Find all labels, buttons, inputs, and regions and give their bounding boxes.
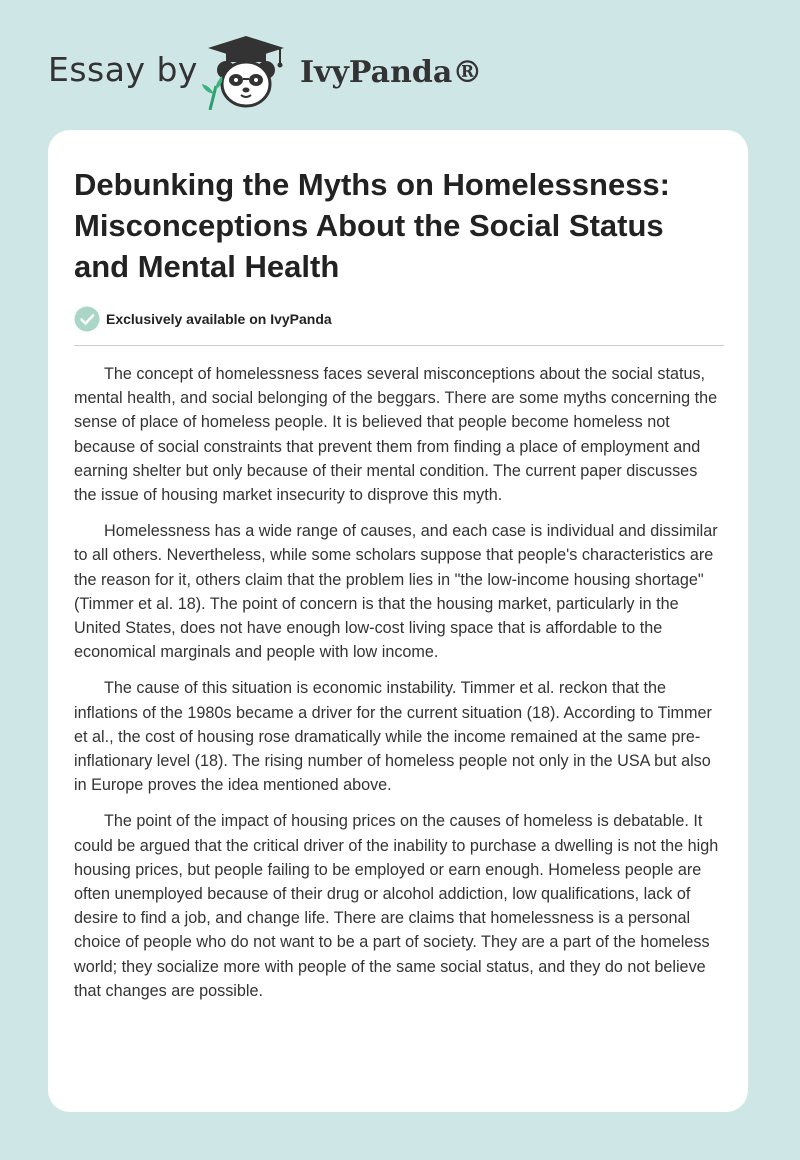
paragraph: The cause of this situation is economic instability. Timmer et al. reckon that the inflations of the 1980s became a driver for the current situation (18). According to Timmer et al., the cost of housing rose dramatically while the income remained at the same pre-inflationary level (18). The rising number of homeless people not only in the USA but also in Europe proves the idea mentioned above. [74,679,712,795]
paragraph: The point of the impact of housing prices on the causes of homeless is debatable. It could be argued that the critical driver of the inability to purchase a dwelling is not the high housing prices, but people failing to be employed or earn enough. Homeless people are often unemployed because of their drug or alcohol addiction, low qualifications, lack of desire to find a job, and change life. There are claims that homelessness is a personal choice of people who do not want to be a part of society. They are a part of the homeless world; they socialize more with people of the same social status, and they do not believe that changes are possible. [74,812,719,1000]
panda-graduate-logo-icon[interactable] [200,34,292,110]
exclusive-badge [74,306,332,332]
site-header [0,0,800,130]
essay-card [48,130,748,1112]
brand-name[interactable]: IvyPanda® [300,55,483,90]
paragraph: The concept of homelessness faces several misconceptions about the social status, mental health, and social belonging of the beggars. There are some myths concerning the sense of place of homeless people. It is believed that people become homeless not because of social constraints that prevent them from finding a place of employment and earning shelter but only because of their mental condition. The current paper discusses the issue of housing market insecurity to disprove this myth. [74,365,718,505]
brand-prefix: Essay by [48,50,198,89]
checkmark-icon [74,306,100,332]
divider [74,345,724,346]
exclusive-label: Exclusively available on IvyPanda [106,311,332,327]
page-title: Debunking the Myths on Homelessness: Misconceptions About the Social Status and Mental Health [74,167,670,284]
paragraph: Homelessness has a wide range of causes, and each case is individual and dissimilar to all others. Nevertheless, while some scholars suppose that people's characteristics are the reason for it, others claim that the problem lies in "the low-income housing shortage" (Timmer et al. 18). The point of concern is that the housing market, particularly in the United States, does not have enough low-cost living space that is affordable to the economical marginals and people with low income. [74,522,718,662]
essay-body [74,362,724,1015]
